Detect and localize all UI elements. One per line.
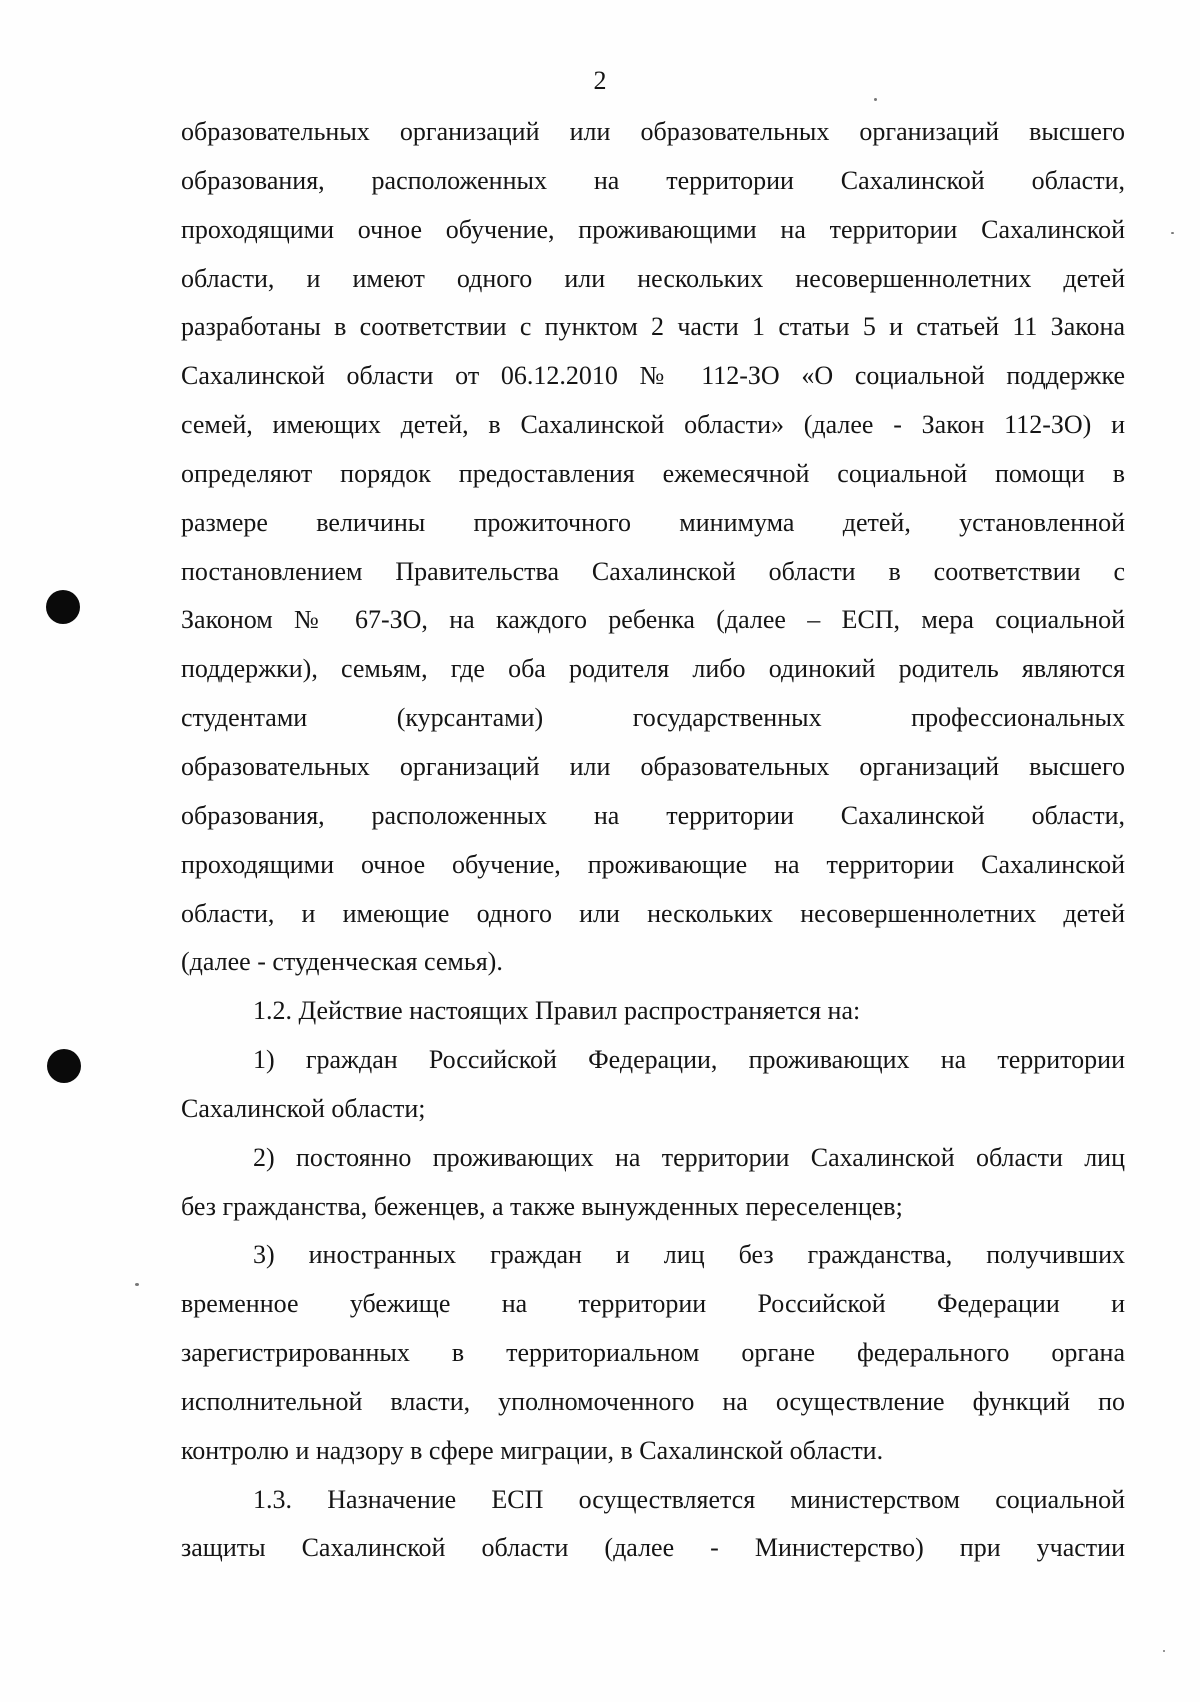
text-line: Законом № 67-ЗО, на каждого ребенка (далее – ЕСП, мера социальной [181,605,1125,635]
text-line: защиты Сахалинской области (далее - Министерство) при участии [181,1533,1125,1563]
text-line: Сахалинской области; [181,1093,426,1123]
punch-hole-mark [47,1049,81,1083]
text-line: поддержки), семьям, где оба родителя либо одинокий родитель являются [181,654,1125,684]
scan-speck [135,1283,139,1286]
text-line: проходящими очное обучение, проживающими на территории Сахалинской [181,214,1125,244]
text-line: студентами (курсантами) государственных профессиональных [181,703,1125,733]
text-line: определяют порядок предоставления ежемесячной социальной помощи в [181,458,1125,488]
text-line: образовательных организаций или образовательных организаций высшего [181,751,1125,781]
text-line: (далее - студенческая семья). [181,947,503,977]
text-line: области, и имеют одного или нескольких несовершеннолетних детей [181,263,1125,293]
section-heading-1-2: 1.2. Действие настоящих Правил распространяется на: [253,996,861,1026]
text-line: без гражданства, беженцев, а также вынужденных переселенцев; [181,1191,903,1221]
punch-hole-mark [46,590,80,624]
text-line: исполнительной власти, уполномоченного на осуществление функций по [181,1386,1125,1416]
text-line: области, и имеющие одного или нескольких несовершеннолетних детей [181,898,1125,928]
scan-speck [874,98,877,101]
text-line: размере величины прожиточного минимума детей, установленной [181,507,1125,537]
text-line: Сахалинской области от 06.12.2010 № 112-ЗО «О социальной поддержке [181,361,1125,391]
body-text [181,108,1125,1573]
scan-speck [1171,232,1174,234]
list-item-2: 2) постоянно проживающих на территории Сахалинской области лиц [253,1142,1125,1172]
text-line: разработаны в соответствии с пунктом 2 части 1 статьи 5 и статьей 11 Закона [181,312,1125,342]
text-line: постановлением Правительства Сахалинской области в соответствии с [181,556,1125,586]
text-line: контролю и надзору в сфере миграции, в Сахалинской области. [181,1435,884,1465]
scan-speck [1163,1650,1165,1652]
text-line: семей, имеющих детей, в Сахалинской области» (далее - Закон 112-ЗО) и [181,410,1125,440]
section-heading-1-3: 1.3. Назначение ЕСП осуществляется министерством социальной [253,1484,1125,1514]
text-line: образования, расположенных на территории Сахалинской области, [181,165,1125,195]
text-line: временное убежище на территории Российской Федерации и [181,1289,1125,1319]
page-number: 2 [593,66,607,95]
list-item-1: 1) граждан Российской Федерации, проживающих на территории [253,1045,1125,1075]
text-line: зарегистрированных в территориальном органе федерального органа [181,1338,1125,1368]
text-line: проходящими очное обучение, проживающие на территории Сахалинской [181,849,1125,879]
list-item-3: 3) иностранных граждан и лиц без гражданства, получивших [253,1240,1125,1270]
text-line: образования, расположенных на территории Сахалинской области, [181,800,1125,830]
text-line: образовательных организаций или образовательных организаций высшего [181,117,1125,146]
